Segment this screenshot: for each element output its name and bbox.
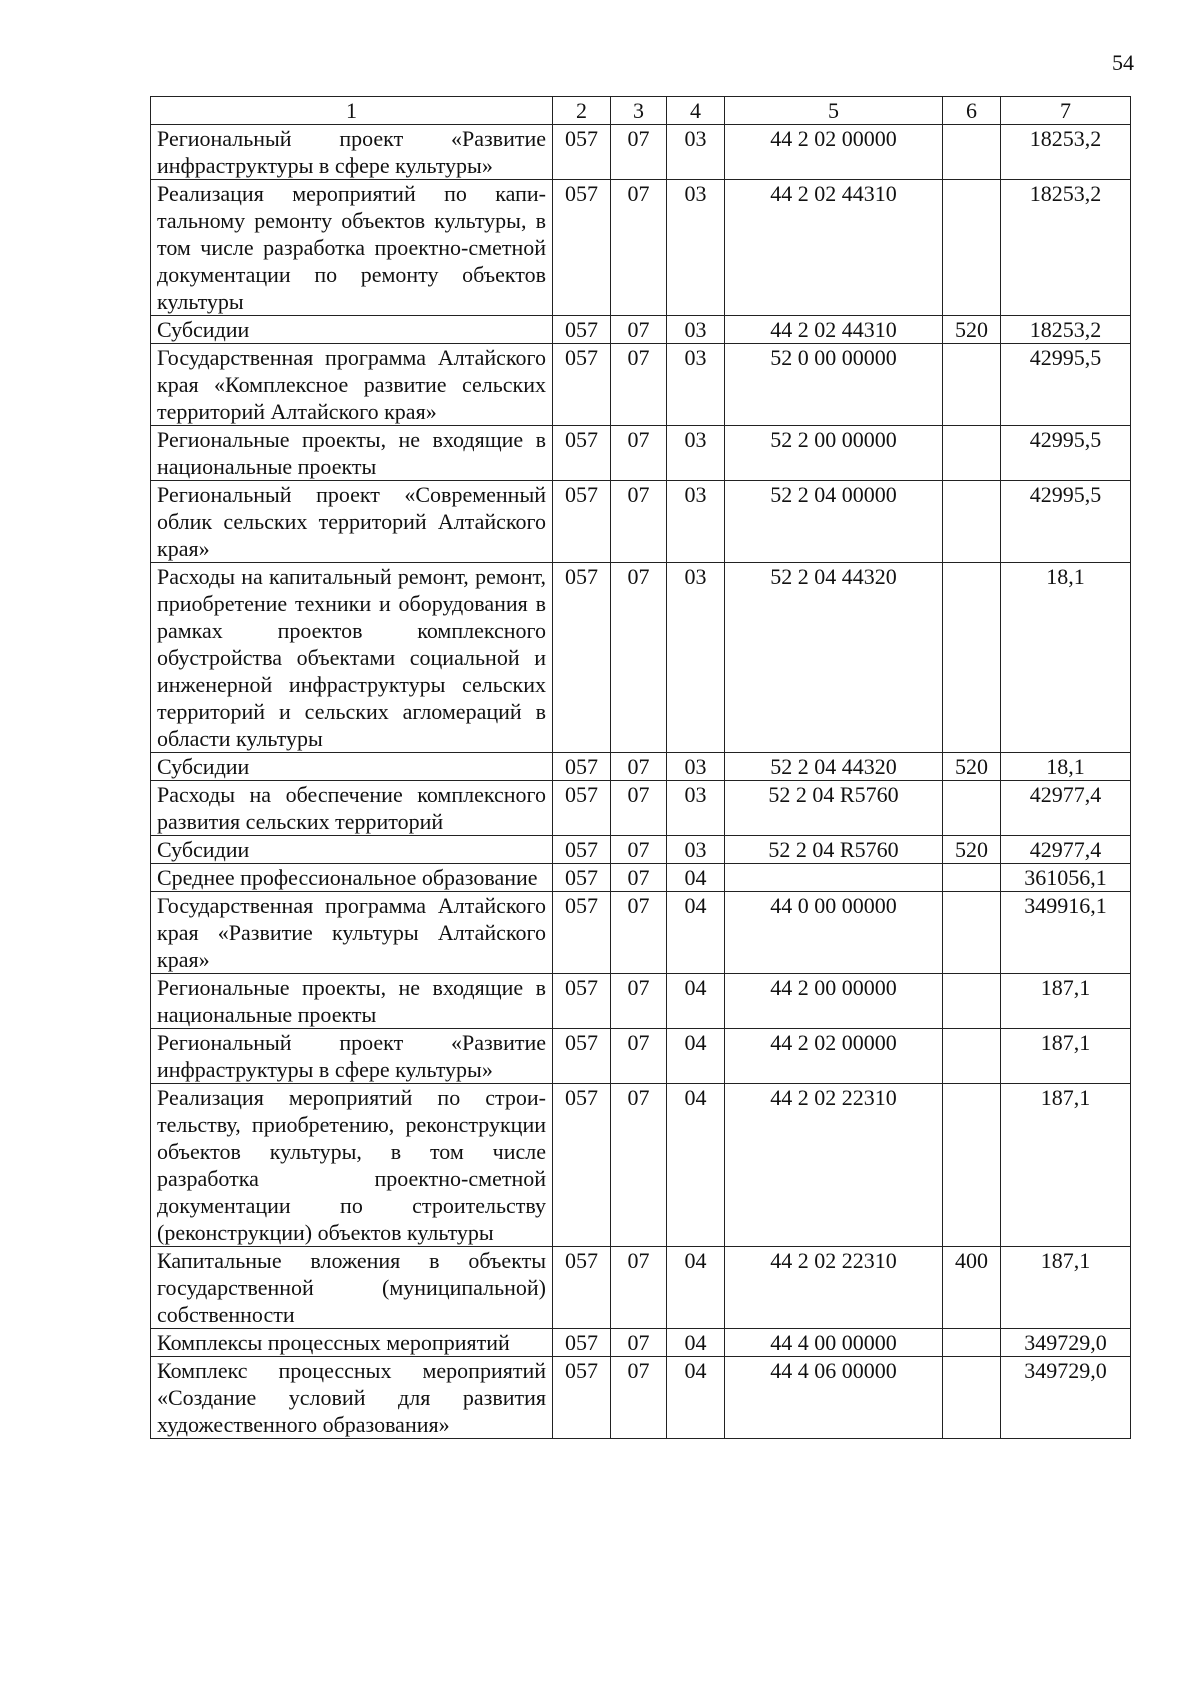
row-vr: 520 (943, 836, 1001, 864)
row-grbs: 057 (553, 1029, 611, 1084)
table-row (151, 864, 1131, 892)
table-body (151, 125, 1131, 1439)
row-csr: 52 2 04 44320 (725, 753, 943, 781)
row-grbs: 057 (553, 892, 611, 974)
row-grbs: 057 (553, 344, 611, 426)
row-vr (943, 180, 1001, 316)
row-name: Региональный проект «Развитие инфраструктуры в сфере культуры» (151, 125, 553, 180)
row-csr: 52 2 04 R5760 (725, 781, 943, 836)
row-sum: 42995,5 (1001, 344, 1131, 426)
row-csr: 52 2 00 00000 (725, 426, 943, 481)
row-pr: 03 (667, 125, 725, 180)
row-grbs: 057 (553, 426, 611, 481)
row-name: Капитальные вложения в объекты государственной (муниципальной) собственности (151, 1247, 553, 1329)
row-vr (943, 781, 1001, 836)
row-csr: 52 2 04 44320 (725, 563, 943, 753)
table-row (151, 781, 1131, 836)
row-vr (943, 563, 1001, 753)
row-name: Комплекс процессных мероприятий «Создание условий для развития художественного образования» (151, 1357, 553, 1439)
page-number: 54 (1112, 50, 1134, 75)
row-sum: 42995,5 (1001, 481, 1131, 563)
row-rz: 07 (611, 1357, 667, 1439)
row-grbs: 057 (553, 316, 611, 344)
row-name: Государственная программа Алтайского края «Комплексное развитие сельских территорий Алтайского края» (151, 344, 553, 426)
row-name: Комплексы процессных мероприятий (151, 1329, 553, 1357)
row-vr (943, 1029, 1001, 1084)
table-row (151, 974, 1131, 1029)
table-row (151, 1357, 1131, 1439)
row-name: Расходы на капитальный ремонт, ремонт, приобретение техники и оборудования в рамках проектов комплексного обустройства объектами социальной и инженерной инфраструктуры сельских территорий и сельских агломераций в области культуры (151, 563, 553, 753)
row-vr (943, 125, 1001, 180)
row-pr: 03 (667, 836, 725, 864)
row-pr: 03 (667, 426, 725, 481)
row-pr: 04 (667, 1247, 725, 1329)
row-grbs: 057 (553, 974, 611, 1029)
row-rz: 07 (611, 974, 667, 1029)
row-csr: 52 2 04 R5760 (725, 836, 943, 864)
row-sum: 187,1 (1001, 1029, 1131, 1084)
row-csr: 44 2 00 00000 (725, 974, 943, 1029)
row-name: Субсидии (151, 836, 553, 864)
row-rz: 07 (611, 316, 667, 344)
row-name: Региональные проекты, не входящие в национальные проекты (151, 426, 553, 481)
row-rz: 07 (611, 426, 667, 481)
row-grbs: 057 (553, 864, 611, 892)
row-name: Государственная программа Алтайского края «Развитие культуры Алтайского края» (151, 892, 553, 974)
row-csr: 44 2 02 00000 (725, 125, 943, 180)
row-pr: 04 (667, 864, 725, 892)
row-grbs: 057 (553, 481, 611, 563)
budget-table (150, 96, 1131, 1439)
row-grbs: 057 (553, 753, 611, 781)
row-vr (943, 892, 1001, 974)
row-sum: 18,1 (1001, 563, 1131, 753)
row-vr (943, 426, 1001, 481)
row-vr (943, 974, 1001, 1029)
row-grbs: 057 (553, 563, 611, 753)
row-sum: 349729,0 (1001, 1357, 1131, 1439)
table-header-row (151, 97, 1131, 125)
row-sum: 18,1 (1001, 753, 1131, 781)
row-csr: 44 2 02 00000 (725, 1029, 943, 1084)
row-rz: 07 (611, 1329, 667, 1357)
row-vr (943, 1357, 1001, 1439)
row-sum: 187,1 (1001, 1247, 1131, 1329)
row-pr: 04 (667, 892, 725, 974)
row-pr: 04 (667, 1357, 725, 1439)
table-row (151, 481, 1131, 563)
row-name: Региональные проекты, не входящие в национальные проекты (151, 974, 553, 1029)
row-rz: 07 (611, 753, 667, 781)
row-vr (943, 1329, 1001, 1357)
table-row (151, 125, 1131, 180)
row-sum: 18253,2 (1001, 125, 1131, 180)
row-rz: 07 (611, 864, 667, 892)
row-rz: 07 (611, 836, 667, 864)
row-sum: 349916,1 (1001, 892, 1131, 974)
row-csr (725, 864, 943, 892)
row-name: Региональный проект «Развитие инфраструктуры в сфере культуры» (151, 1029, 553, 1084)
header-col-6: 6 (943, 97, 1001, 125)
table-row (151, 316, 1131, 344)
row-rz: 07 (611, 481, 667, 563)
row-pr: 04 (667, 1029, 725, 1084)
row-vr: 520 (943, 753, 1001, 781)
row-pr: 03 (667, 344, 725, 426)
table-row (151, 180, 1131, 316)
row-name: Расходы на обеспечение комплексного развития сельских территорий (151, 781, 553, 836)
row-grbs: 057 (553, 1084, 611, 1247)
row-sum: 349729,0 (1001, 1329, 1131, 1357)
row-name: Реализация мероприятий по строительству, приобретению, реконструкции объектов культуры, в том числе разработка проектно-сметной документации по строительству (реконструкции) объектов культуры (151, 1084, 553, 1247)
header-col-7: 7 (1001, 97, 1131, 125)
row-rz: 07 (611, 781, 667, 836)
table-row (151, 1084, 1131, 1247)
row-grbs: 057 (553, 125, 611, 180)
row-pr: 04 (667, 974, 725, 1029)
row-csr: 52 0 00 00000 (725, 344, 943, 426)
row-sum: 18253,2 (1001, 180, 1131, 316)
row-name: Региональный проект «Современный облик сельских территорий Алтайского края» (151, 481, 553, 563)
row-pr: 04 (667, 1084, 725, 1247)
row-sum: 42977,4 (1001, 836, 1131, 864)
row-pr: 03 (667, 563, 725, 753)
row-name: Реализация мероприятий по капитальному ремонту объектов культуры, в том числе разработка проектно-сметной документации по ремонту объектов культуры (151, 180, 553, 316)
row-vr (943, 344, 1001, 426)
row-sum: 187,1 (1001, 974, 1131, 1029)
header-col-2: 2 (553, 97, 611, 125)
row-csr: 44 4 06 00000 (725, 1357, 943, 1439)
row-rz: 07 (611, 1247, 667, 1329)
row-name: Субсидии (151, 316, 553, 344)
row-csr: 44 2 02 22310 (725, 1247, 943, 1329)
row-csr: 44 0 00 00000 (725, 892, 943, 974)
row-rz: 07 (611, 180, 667, 316)
header-col-4: 4 (667, 97, 725, 125)
row-pr: 03 (667, 753, 725, 781)
row-vr (943, 481, 1001, 563)
table-row (151, 753, 1131, 781)
row-name: Среднее профессиональное образование (151, 864, 553, 892)
row-name: Субсидии (151, 753, 553, 781)
row-pr: 03 (667, 781, 725, 836)
row-sum: 187,1 (1001, 1084, 1131, 1247)
row-sum: 18253,2 (1001, 316, 1131, 344)
header-col-1: 1 (151, 97, 553, 125)
row-vr (943, 1084, 1001, 1247)
table-row (151, 563, 1131, 753)
row-vr: 520 (943, 316, 1001, 344)
header-col-5: 5 (725, 97, 943, 125)
row-csr: 44 2 02 44310 (725, 316, 943, 344)
row-sum: 42995,5 (1001, 426, 1131, 481)
row-sum: 42977,4 (1001, 781, 1131, 836)
table-row (151, 1247, 1131, 1329)
row-vr (943, 864, 1001, 892)
row-grbs: 057 (553, 781, 611, 836)
row-rz: 07 (611, 344, 667, 426)
row-csr: 44 2 02 22310 (725, 1084, 943, 1247)
row-pr: 03 (667, 481, 725, 563)
row-csr: 52 2 04 00000 (725, 481, 943, 563)
table-row (151, 426, 1131, 481)
table-row (151, 1329, 1131, 1357)
row-rz: 07 (611, 1029, 667, 1084)
row-grbs: 057 (553, 1357, 611, 1439)
row-pr: 04 (667, 1329, 725, 1357)
table-row (151, 1029, 1131, 1084)
row-vr: 400 (943, 1247, 1001, 1329)
row-rz: 07 (611, 1084, 667, 1247)
row-rz: 07 (611, 125, 667, 180)
table-row (151, 892, 1131, 974)
header-col-3: 3 (611, 97, 667, 125)
row-rz: 07 (611, 563, 667, 753)
row-grbs: 057 (553, 180, 611, 316)
table-row (151, 836, 1131, 864)
row-pr: 03 (667, 180, 725, 316)
row-csr: 44 2 02 44310 (725, 180, 943, 316)
row-rz: 07 (611, 892, 667, 974)
row-grbs: 057 (553, 836, 611, 864)
row-grbs: 057 (553, 1329, 611, 1357)
row-csr: 44 4 00 00000 (725, 1329, 943, 1357)
row-sum: 361056,1 (1001, 864, 1131, 892)
table-row (151, 344, 1131, 426)
row-grbs: 057 (553, 1247, 611, 1329)
row-pr: 03 (667, 316, 725, 344)
